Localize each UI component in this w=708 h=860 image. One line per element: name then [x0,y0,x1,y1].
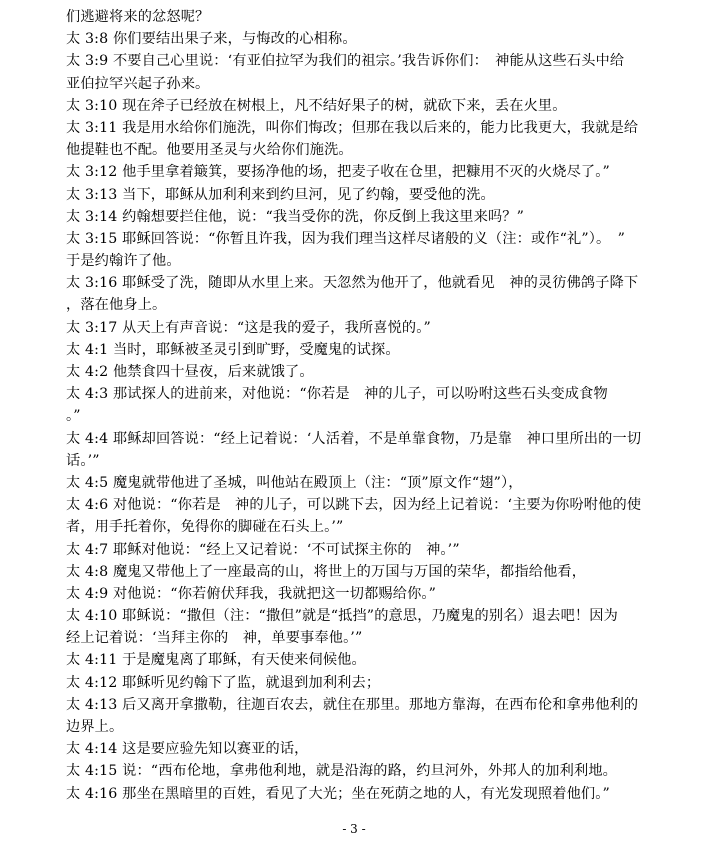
text-line: 们逃避将来的忿怒呢？ [66,9,210,25]
text-line: 太 3:8 你们要结出果子来，与悔改的心相称。 [66,31,357,48]
text-line: 太 3:14 约翰想要拦住他，说：“我当受你的洗，你反倒上我这里来吗？” [66,208,525,225]
page-number: - 3 - [342,822,366,836]
text-line: 太 4:11 于是魔鬼离了耶稣，有天使来伺候他。 [66,652,366,669]
text-line: 太 4:3 那试探人的进前来，对他说：“你若是 神的儿子，可以吩咐这些石头变成食物 [66,386,608,403]
text-line: 太 4:5 魔鬼就带他进了圣城，叫他站在殿顶上（注：“顶”原文作“翅”）， [66,474,523,491]
scripture-text [66,6,648,805]
text-line: 太 3:10 现在斧子已经放在树根上，凡不结好果子的树，就砍下来，丢在火里。 [66,97,567,114]
text-line: 太 4:10 耶稣说：“撒但（注：“撒但”就是“抵挡”的意思，乃魔鬼的别名）退去吧！因为 [66,608,618,625]
text-line: 太 4:9 对他说：“你若俯伏拜我，我就把这一切都赐给你。” [66,585,437,602]
text-line: 亚伯拉罕兴起子孙来。 [66,75,210,92]
text-line: 经上记着说：‘当拜主你的 神，单要事奉他。’” [66,630,363,647]
text-line: 太 4:6 对他说：“你若是 神的儿子，可以跳下去，因为经上记着说：‘主要为你吩咐他的使 [66,497,642,514]
text-line: 太 4:8 魔鬼又带他上了一座最高的山，将世上的万国与万国的荣华，都指给他看， [66,563,587,580]
text-line: 太 3:15 耶稣回答说：“你暂且许我，因为我们理当这样尽诸般的义（注：或作“礼”）。 ” [66,230,626,247]
text-line: 者，用手托着你，免得你的脚碰在石头上。’” [66,519,344,536]
text-line: 太 4:2 他禁食四十昼夜，后来就饿了。 [66,364,314,380]
text-line: 太 4:14 这是要应验先知以赛亚的话， [66,741,309,758]
text-line: 太 4:15 说：“西布伦地，拿弗他利地，就是沿海的路，约旦河外，外邦人的加利利地。 [66,763,617,780]
text-line: 于是约翰许了他。 [66,253,181,270]
text-line: 边界上。 [66,719,124,735]
text-line: 太 4:13 后又离开拿撒勒，往迦百农去，就住在那里。那地方靠海，在西布伦和拿弗他利的 [66,696,639,713]
text-line: 太 4:12 耶稣听见约翰下了监，就退到加利利去； [66,674,381,691]
text-line: 太 4:7 耶稣对他说：“经上又记着说：‘不可试探主你的 神。’” [66,541,460,558]
text-line: 太 4:1 当时，耶稣被圣灵引到旷野，受魔鬼的试探。 [66,341,400,358]
text-line: 太 3:11 我是用水给你们施洗，叫你们悔改；但那在我以后来的，能力比我更大，我就是给 [66,119,639,136]
text-line: 太 3:12 他手里拿着簸箕，要扬净他的场，把麦子收在仓里，把糠用不灭的火烧尽了。” [66,164,610,181]
text-line: 太 4:16 那坐在黑暗里的百姓，看见了大光；坐在死荫之地的人，有光发现照着他们。” [66,785,610,802]
text-line: 他提鞋也不配。他要用圣灵与火给你们施洗。 [66,142,353,159]
text-line: 太 3:16 耶稣受了洗，随即从水里上来。天忽然为他开了，他就看见 神的灵彷佛鸽子降下 [66,275,639,292]
text-line: 太 3:9 不要自己心里说：‘有亚伯拉罕为我们的祖宗。’我告诉你们： 神能从这些石头中给 [66,53,625,70]
text-line: 话。’” [66,452,100,469]
text-line: ，落在他身上。 [66,297,167,314]
text-line: 太 3:17 从天上有声音说：“这是我的爱子，我所喜悦的。” [66,319,431,336]
text-line: 太 3:13 当下，耶稣从加利利来到约旦河，见了约翰，要受他的洗。 [66,186,495,203]
text-line: 。” [66,408,81,425]
text-line: 太 4:4 耶稣却回答说：“经上记着说：‘人活着，不是单靠食物，乃是靠 神口里所出的一切 [66,430,642,447]
